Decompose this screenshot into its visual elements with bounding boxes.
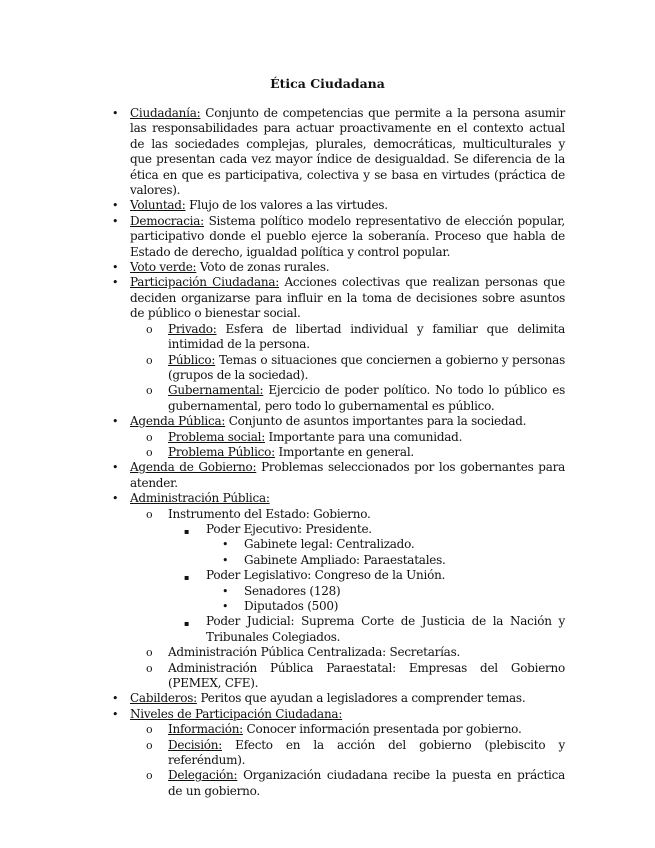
list-item — [112, 553, 565, 568]
list-item — [112, 353, 565, 384]
item-text: Gabinete Ampliado: Paraestatales. — [244, 552, 446, 567]
item-text: Flujo de los valores a las virtudes. — [185, 198, 388, 213]
list-item — [112, 322, 565, 353]
bullet-marker: • — [222, 538, 229, 552]
item-term: Administración Pública: — [130, 491, 270, 506]
item-text: Diputados (500) — [244, 599, 339, 613]
list-item — [112, 599, 565, 614]
bullet-marker: o — [146, 322, 153, 336]
item-text: Ejercicio de poder político. No todo lo público es gubernamental, pero todo lo gubernamental es público. — [168, 383, 565, 413]
bullet-marker: • — [112, 199, 119, 213]
bullet-marker: • — [112, 492, 119, 506]
bullet-marker: • — [222, 584, 229, 598]
bullet-list — [112, 106, 565, 799]
item-text: Conjunto de asuntos importantes para la sociedad. — [225, 414, 527, 429]
item-text: Administración Pública Paraestatal: Empresas del Gobierno (PEMEX, CFE). — [168, 660, 565, 691]
item-text: Conjunto de competencias que permite a la persona asumir las responsabilidades para actuar proactivamente en el contexto actual de las sociedades complejas, plurales, democráticas, multiculturales y que presentan cada vez mayor índice de desigualdad. Se diferencia de la ética en que es participativa, colectiva y se basa en virtudes (práctica de valores). — [130, 106, 565, 198]
bullet-marker: o — [146, 769, 153, 783]
item-text: Temas o situaciones que conciernen a gobierno y personas (grupos de la sociedad). — [168, 352, 565, 382]
list-item — [112, 383, 565, 414]
item-text: Esfera de libertad individual y familiar que delimita intimidad de la persona. — [168, 321, 565, 352]
bullet-marker: • — [112, 214, 119, 228]
bullet-marker: o — [146, 507, 153, 521]
item-text: Poder Legislativo: Congreso de la Unión. — [206, 568, 446, 583]
bullet-marker: o — [146, 723, 153, 737]
list-item — [112, 738, 565, 769]
item-term: Problema social: — [168, 429, 265, 444]
item-text: Sistema político modelo representativo de elección popular, participativo donde el pueblo ejerce la soberanía. Proceso que habla de Estado de derecho, igualdad política y control popular. — [130, 213, 565, 259]
list-item — [112, 614, 565, 645]
item-term: Agenda Pública: — [130, 414, 226, 429]
item-text: Importante en general. — [274, 444, 414, 459]
item-term: Gubernamental: — [168, 383, 264, 398]
bullet-marker: • — [112, 415, 119, 429]
list-item — [112, 661, 565, 692]
item-text: Administración Pública Centralizada: Secretarías. — [168, 645, 461, 660]
bullet-marker: • — [222, 600, 229, 613]
item-text: Problemas seleccionados por los gobernantes para atender. — [130, 460, 565, 490]
item-term: Ciudadanía: — [130, 106, 201, 120]
list-item — [112, 584, 565, 599]
list-item — [112, 568, 565, 583]
item-term: Cabilderos: — [130, 691, 197, 706]
item-text: Senadores (128) — [244, 583, 341, 598]
bullet-marker: o — [146, 646, 153, 660]
list-item — [112, 260, 565, 275]
list-item — [112, 275, 565, 321]
item-text: Gabinete legal: Centralizado. — [244, 537, 415, 552]
item-text: Importante para una comunidad. — [264, 429, 463, 444]
item-term: Agenda de Gobierno: — [130, 460, 257, 475]
item-term: Voluntad: — [130, 198, 186, 213]
item-term: Voto verde: — [130, 260, 197, 275]
list-item — [112, 537, 565, 552]
item-term: Información: — [168, 722, 243, 737]
bullet-marker: o — [146, 353, 153, 367]
item-text: Acciones colectivas que realizan personas que deciden organizarse para influir en la toma de decisiones sobre asuntos de público o bienestar social. — [130, 275, 565, 321]
item-term: Público: — [168, 352, 216, 367]
list-item — [112, 430, 565, 445]
item-term: Problema Público: — [168, 444, 275, 459]
list-item — [112, 722, 565, 737]
bullet-marker: • — [112, 461, 119, 475]
list-item — [112, 414, 565, 429]
item-text: Efecto en la acción del gobierno (plebiscito y referéndum). — [168, 737, 565, 768]
list-item — [112, 507, 565, 522]
bullet-marker: • — [222, 553, 229, 567]
list-item — [112, 198, 565, 213]
item-term: Privado: — [168, 321, 217, 336]
bullet-marker: • — [112, 707, 119, 721]
bullet-marker: o — [146, 430, 153, 444]
bullet-marker: o — [146, 384, 153, 398]
bullet-marker: o — [146, 661, 153, 675]
bullet-marker: ▪ — [184, 619, 190, 629]
list-item — [112, 645, 565, 660]
item-text: Poder Judicial: Suprema Corte de Justicia de la Nación y Tribunales Colegiados. — [206, 614, 565, 644]
item-term: Delegación: — [168, 768, 238, 783]
item-text: Organización ciudadana recibe la puesta en práctica de un gobierno. — [168, 768, 565, 798]
item-term: Participación Ciudadana: — [130, 275, 280, 290]
bullet-marker: ▪ — [184, 573, 190, 583]
list-item — [112, 106, 565, 198]
list-item — [112, 460, 565, 491]
list-item — [112, 691, 565, 706]
bullet-marker: ▪ — [184, 526, 190, 536]
document-title: Ética Ciudadana — [270, 76, 385, 91]
list-item — [112, 445, 565, 460]
list-item — [112, 522, 565, 537]
bullet-marker: • — [112, 107, 119, 120]
list-item — [112, 768, 565, 799]
list-item — [112, 707, 565, 722]
bullet-marker: • — [112, 692, 119, 706]
item-term: Democracia: — [130, 213, 204, 228]
item-text: Poder Ejecutivo: Presidente. — [206, 521, 372, 536]
item-text: Peritos que ayudan a legisladores a comprender temas. — [196, 691, 526, 706]
item-text: Voto de zonas rurales. — [196, 260, 330, 275]
item-text: Conocer información presentada por gobierno. — [242, 722, 522, 737]
bullet-marker: • — [112, 261, 119, 275]
list-item — [112, 214, 565, 260]
item-text: Instrumento del Estado: Gobierno. — [168, 506, 371, 521]
bullet-marker: • — [112, 276, 119, 290]
bullet-marker: o — [146, 738, 153, 752]
item-term: Decisión: — [168, 737, 223, 752]
bullet-marker: o — [146, 445, 153, 459]
list-item — [112, 491, 565, 506]
item-term: Niveles de Participación Ciudadana: — [130, 706, 343, 721]
